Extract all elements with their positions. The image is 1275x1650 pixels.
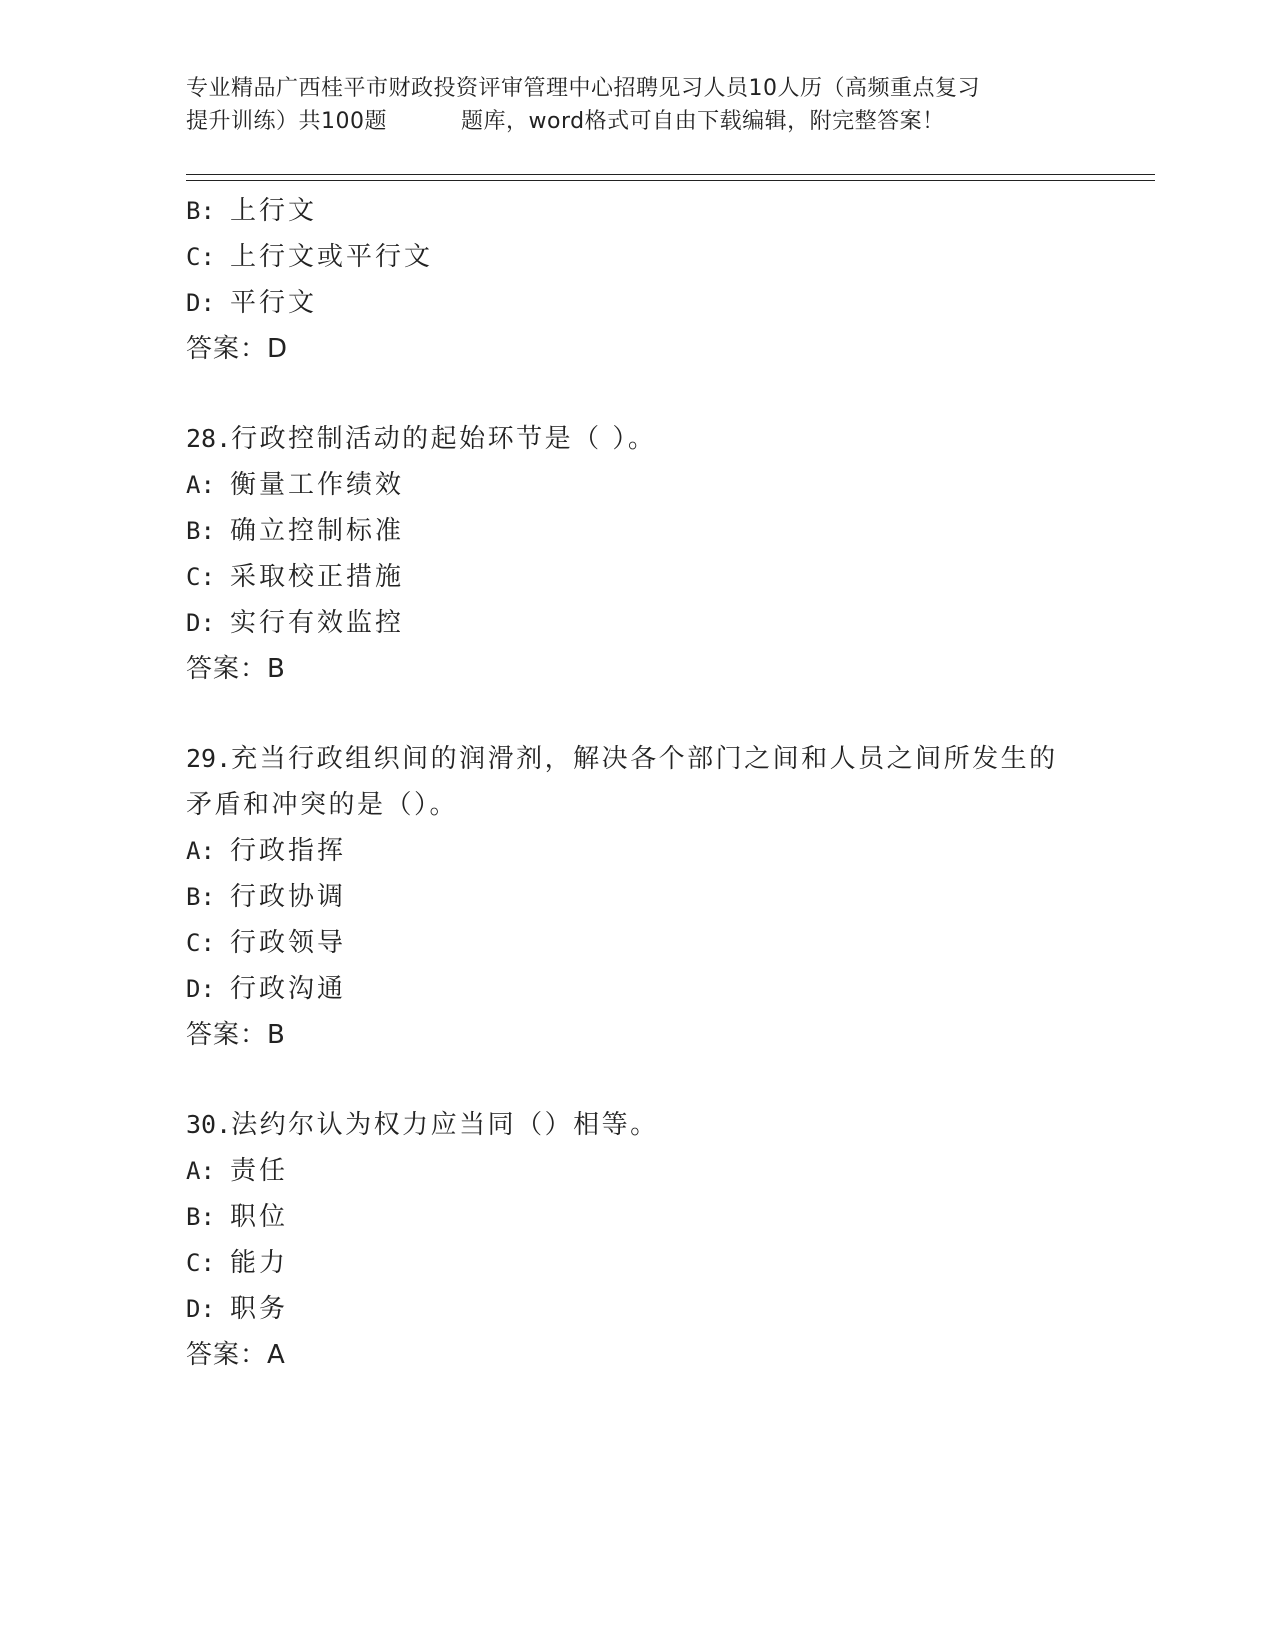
option-key: D: (186, 609, 215, 637)
option-key: C: (186, 243, 215, 271)
option-key: C: (186, 1249, 215, 1277)
question-28 (186, 416, 1086, 692)
question-text (186, 736, 1086, 782)
option-key: A: (186, 837, 215, 865)
option-a (186, 462, 1086, 508)
option-d (186, 1286, 1086, 1332)
option-text: 责任 (230, 1156, 289, 1186)
option-d (186, 966, 1086, 1012)
option-text: 衡量工作绩效 (230, 470, 405, 500)
question-30 (186, 1102, 1086, 1378)
header-title-part-right: 题库，word格式可自由下载编辑，附完整答案！ (461, 109, 945, 134)
option-key: B: (186, 517, 215, 545)
option-text: 平行文 (230, 288, 318, 318)
header-divider-bottom (186, 180, 1155, 181)
question-stem: 法约尔认为权力应当同（）相等。 (231, 1110, 659, 1140)
question-text (186, 1102, 1086, 1148)
option-b (186, 188, 1086, 234)
question-list (186, 188, 1086, 1378)
option-key: D: (186, 1295, 215, 1323)
option-key: B: (186, 197, 215, 225)
question-continued (186, 188, 1086, 372)
option-key: A: (186, 1157, 215, 1185)
question-number: 30. (186, 1110, 232, 1139)
question-stem: 充当行政组织间的润滑剂，解决各个部门之间和人员之间所发生的 (231, 744, 1058, 774)
option-key: B: (186, 1203, 215, 1231)
option-text: 能力 (230, 1248, 289, 1278)
option-c (186, 554, 1086, 600)
header-title-line-2 (186, 105, 1086, 138)
question-text (186, 416, 1086, 462)
option-text: 确立控制标准 (230, 516, 405, 546)
option-text: 上行文 (230, 196, 318, 226)
option-text: 行政领导 (230, 928, 347, 958)
option-key: D: (186, 289, 215, 317)
option-c (186, 1240, 1086, 1286)
option-key: C: (186, 563, 215, 591)
question-stem: 行政控制活动的起始环节是（ ）。 (231, 424, 657, 454)
option-text: 职位 (230, 1202, 289, 1232)
option-text: 行政沟通 (230, 974, 347, 1004)
option-key: C: (186, 929, 215, 957)
option-b (186, 1194, 1086, 1240)
option-text: 行政指挥 (230, 836, 347, 866)
answer-line: 答案：B (186, 654, 286, 684)
question-number: 28. (186, 424, 232, 453)
option-b (186, 508, 1086, 554)
option-key: D: (186, 975, 215, 1003)
option-c (186, 234, 1086, 280)
option-a (186, 1148, 1086, 1194)
option-b (186, 874, 1086, 920)
question-text-continued: 矛盾和冲突的是（）。 (186, 790, 459, 820)
answer-line: 答案：A (186, 1340, 286, 1370)
question-29 (186, 736, 1086, 1058)
header-title-part-left: 提升训练）共100题 (186, 109, 387, 134)
header-divider-top (186, 174, 1155, 175)
option-d (186, 280, 1086, 326)
option-text: 行政协调 (230, 882, 347, 912)
option-a (186, 828, 1086, 874)
option-text: 实行有效监控 (230, 608, 405, 638)
answer-line: 答案：B (186, 1020, 286, 1050)
question-number: 29. (186, 744, 232, 773)
header-title-line-1: 专业精品广西桂平市财政投资评审管理中心招聘见习人员10人历（高频重点复习 (186, 76, 980, 101)
option-key: B: (186, 883, 215, 911)
option-d (186, 600, 1086, 646)
option-text: 上行文或平行文 (230, 242, 434, 272)
option-key: A: (186, 471, 215, 499)
option-text: 职务 (230, 1294, 289, 1324)
option-text: 采取校正措施 (230, 562, 405, 592)
page-header (186, 72, 1086, 138)
answer-line: 答案：D (186, 334, 289, 364)
option-c (186, 920, 1086, 966)
